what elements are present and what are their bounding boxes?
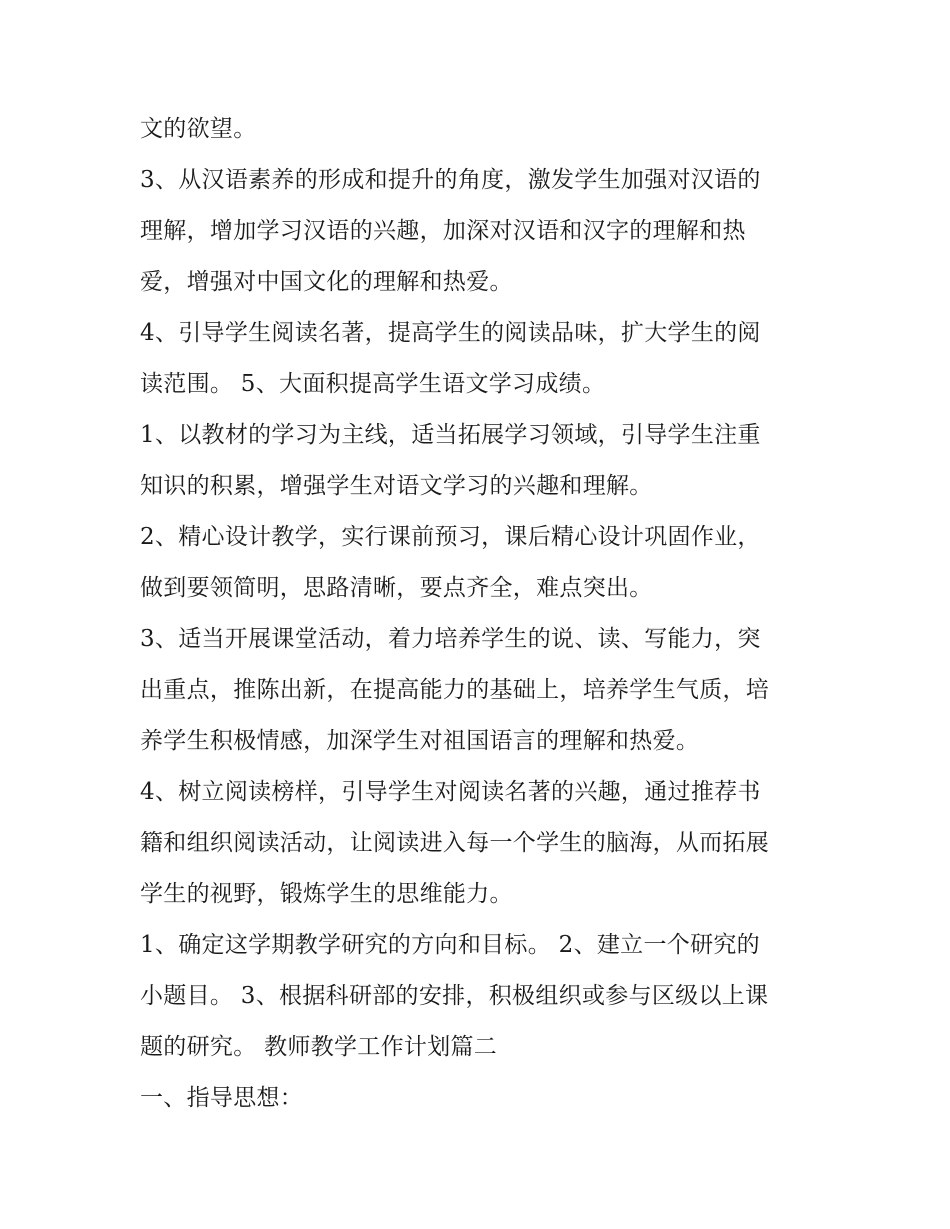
text-line-12: 出重点，推陈出新，在提高能力的基础上，培养学生气质，培 bbox=[140, 677, 770, 703]
text-line-6: 读范围。 5、大面积提高学生语文学习成绩。 bbox=[140, 371, 606, 397]
text-line-11: 3、适当开展课堂活动，着力培养学生的说、读、写能力，突 bbox=[140, 626, 761, 652]
text-line-10: 做到要领简明，思路清晰，要点齐全，难点突出。 bbox=[140, 575, 653, 601]
text-line-14: 4、树立阅读榜样，引导学生对阅读名著的兴趣，通过推荐书 bbox=[140, 779, 761, 805]
text-line-8: 知识的积累，增强学生对语文学习的兴趣和理解。 bbox=[140, 473, 653, 499]
text-line-17: 1、确定这学期教学研究的方向和目标。 2、建立一个研究的 bbox=[140, 932, 760, 958]
text-line-15: 籍和组织阅读活动，让阅读进入每一个学生的脑海，从而拓展 bbox=[140, 830, 770, 856]
text-line-5: 4、引导学生阅读名著，提高学生的阅读品味，扩大学生的阅 bbox=[140, 320, 761, 346]
text-line-19: 题的研究。 教师教学工作计划篇二 bbox=[140, 1034, 498, 1060]
text-line-3: 理解，增加学习汉语的兴趣，加深对汉语和汉字的理解和热 bbox=[140, 218, 746, 244]
text-line-7: 1、以教材的学习为主线，适当拓展学习领域，引导学生注重 bbox=[140, 422, 761, 448]
text-line-18: 小题目。 3、根据科研部的安排，积极组织或参与区级以上课 bbox=[140, 983, 769, 1009]
text-line-4: 爱，增强对中国文化的理解和热爱。 bbox=[140, 269, 513, 295]
text-line-16: 学生的视野，锻炼学生的思维能力。 bbox=[140, 881, 513, 907]
text-line-2: 3、从汉语素养的形成和提升的角度，激发学生加强对汉语的 bbox=[140, 167, 761, 193]
text-line-1: 文的欲望。 bbox=[140, 116, 257, 142]
text-line-9: 2、精心设计教学，实行课前预习，课后精心设计巩固作业， bbox=[140, 524, 761, 550]
section-heading: 一、指导思想： bbox=[140, 1085, 304, 1111]
text-line-13: 养学生积极情感，加深学生对祖国语言的理解和热爱。 bbox=[140, 728, 700, 754]
